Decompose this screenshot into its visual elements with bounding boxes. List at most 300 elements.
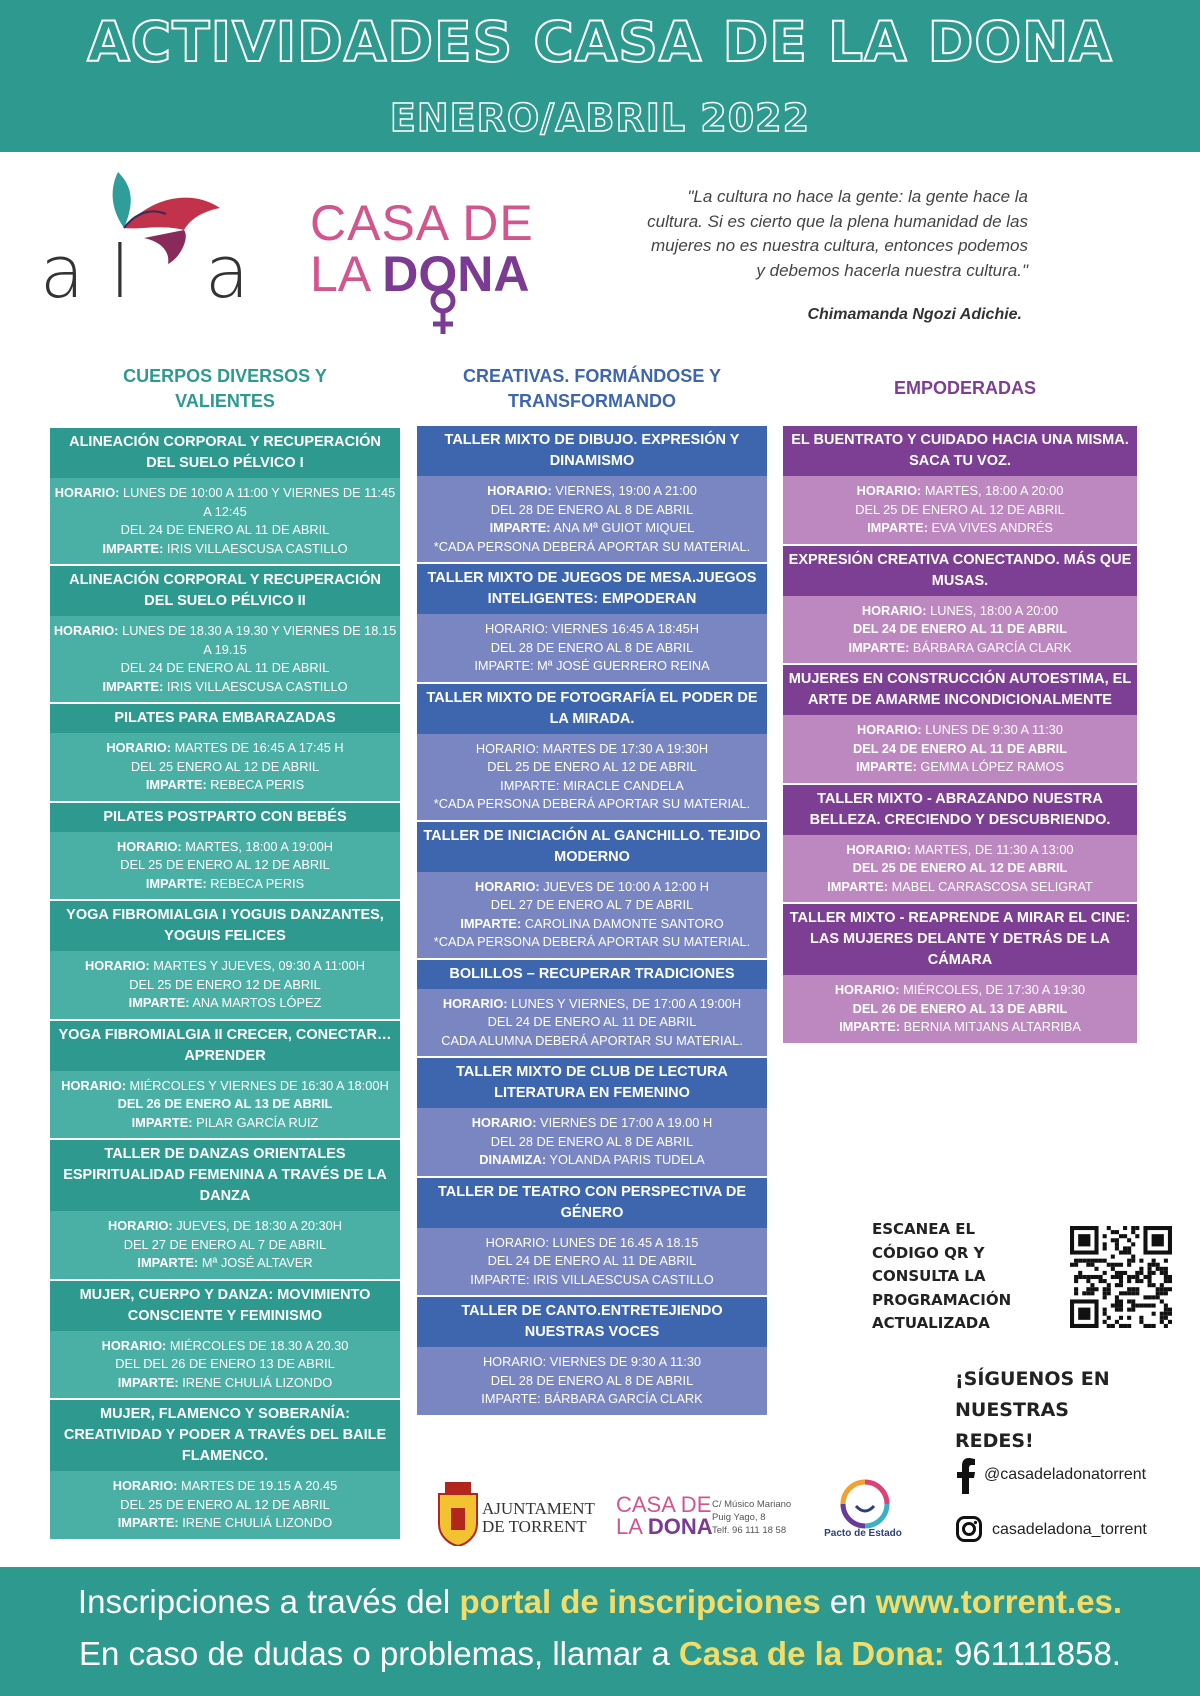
activity-details: [50, 832, 400, 900]
activity-block: [50, 1398, 400, 1539]
qr-module: [1123, 1226, 1127, 1230]
casa-small-dona: DONA: [647, 1514, 713, 1539]
detail-value: MARTES DE 16:45 A 17:45 H: [171, 740, 344, 755]
address-line: Puig Yago, 8: [712, 1512, 766, 1523]
column-empoderadas: [783, 424, 1137, 1043]
qr-module: [1127, 1291, 1131, 1295]
qr-code[interactable]: [1070, 1226, 1172, 1328]
qr-module: [1131, 1287, 1135, 1291]
activity-block: [50, 899, 400, 1019]
detail-value: ANA Mª GUIOT MIQUEL: [550, 520, 695, 535]
detail-value: LUNES DE 9:30 A 11:30: [921, 722, 1064, 737]
detail-label: HORARIO:: [107, 1218, 173, 1233]
activity-detail-line: [52, 994, 398, 1013]
phone-number[interactable]: 961111858.: [944, 1635, 1121, 1672]
activity-detail-line: [419, 1390, 765, 1409]
activity-detail-line: [785, 758, 1135, 777]
qr-module: [1127, 1259, 1131, 1263]
quote-text: "La cultura no hace la gente: la gente hace la cultura. Si es cierto que la plena humanidad de las mujeres no es nuestra cultura, entonces podemos y debemos hacerla nuestra cultura.": [647, 187, 1028, 280]
detail-label: IMPARTE:: [827, 878, 889, 894]
torrent-line: AJUNTAMENT: [482, 1499, 595, 1518]
detail-value: IMPARTE: MIRACLE CANDELA: [500, 777, 684, 793]
qr-module: [1082, 1291, 1086, 1295]
activity-block: [50, 702, 400, 801]
activity-detail-line: [52, 659, 398, 678]
detail-value: DEL 24 DE ENERO AL 11 DE ABRIL: [120, 522, 330, 537]
qr-module: [1123, 1291, 1127, 1295]
qr-module: [1139, 1304, 1143, 1308]
qr-module: [1119, 1299, 1123, 1303]
qr-module: [1160, 1291, 1164, 1295]
activity-detail-line: [52, 776, 398, 795]
detail-label: HORARIO:: [861, 602, 927, 618]
qr-module: [1119, 1324, 1123, 1328]
qr-module: [1160, 1316, 1164, 1320]
qr-module: [1082, 1259, 1086, 1263]
qr-module: [1111, 1263, 1115, 1267]
activity-block: [50, 564, 400, 702]
activity-detail-line: [785, 482, 1135, 501]
qr-module: [1148, 1304, 1152, 1308]
activity-detail-line: [785, 841, 1135, 860]
follow-line: ¡SÍGUENOS EN: [955, 1368, 1110, 1390]
qr-module: [1131, 1299, 1135, 1303]
qr-module: [1111, 1275, 1115, 1279]
qr-module: [1143, 1295, 1147, 1299]
activity-block: [417, 1056, 767, 1176]
qr-module: [1070, 1263, 1074, 1267]
qr-module: [1099, 1259, 1103, 1263]
activity-details: [417, 734, 767, 820]
detail-value: IMPARTE: BÁRBARA GARCÍA CLARK: [481, 1391, 703, 1406]
qr-module: [1131, 1291, 1135, 1295]
qr-module: [1123, 1234, 1127, 1238]
qr-module: [1139, 1279, 1143, 1283]
qr-module: [1119, 1308, 1123, 1312]
qr-module: [1139, 1320, 1143, 1324]
detail-value: DEL 28 DE ENERO AL 8 DE ABRIL: [490, 1372, 694, 1388]
detail-label: IMPARTE:: [848, 639, 910, 655]
detail-label: HORARIO:: [101, 1337, 167, 1353]
casa-logo-line1: CASA DE: [310, 195, 534, 251]
detail-value: DEL 24 DE ENERO AL 11 DE ABRIL: [120, 660, 330, 675]
activity-detail-line: [419, 1372, 765, 1391]
footer-line2: [0, 1635, 1200, 1673]
activity-detail-line: [52, 1496, 398, 1515]
qr-module: [1148, 1267, 1152, 1271]
qr-module: [1090, 1263, 1094, 1267]
activity-title: YOGA FIBROMIALGIA I YOGUIS DANZANTES, YOGUIS FELICES: [50, 899, 400, 951]
detail-value: DEL 25 DE ENERO 12 DE ABRIL: [129, 976, 321, 992]
activity-detail-line: [52, 678, 398, 697]
activity-detail-line: [52, 875, 398, 894]
qr-module: [1164, 1312, 1168, 1316]
qr-module: [1103, 1246, 1107, 1250]
qr-module: [1164, 1316, 1168, 1320]
activity-detail-line: [419, 1151, 765, 1170]
activity-block: [50, 1279, 400, 1399]
qr-module: [1090, 1283, 1094, 1287]
qr-module: [1074, 1279, 1078, 1283]
detail-label: DEL 24 DE ENERO AL 11 DE ABRIL: [852, 740, 1068, 756]
column-cuerpos: [50, 426, 400, 1539]
qr-module: [1107, 1283, 1111, 1287]
activity-block: [50, 801, 400, 900]
activity-details: [783, 596, 1137, 664]
qr-module: [1086, 1259, 1090, 1263]
qr-module: [1086, 1279, 1090, 1283]
detail-value: DEL 27 DE ENERO AL 7 DE ABRIL: [123, 1236, 327, 1252]
activity-details: [417, 1347, 767, 1415]
qr-module: [1094, 1259, 1098, 1263]
qr-module: [1168, 1287, 1172, 1291]
torrent-line: DE TORRENT: [482, 1517, 587, 1536]
qr-module: [1164, 1291, 1168, 1295]
detail-label: IMPARTE:: [145, 875, 207, 891]
qr-module: [1111, 1267, 1115, 1271]
activity-details: [50, 951, 400, 1019]
qr-module: [1115, 1246, 1119, 1250]
qr-module: [1107, 1263, 1111, 1267]
qr-module: [1086, 1275, 1090, 1279]
qr-module: [1103, 1234, 1107, 1238]
qr-module: [1148, 1279, 1152, 1283]
qr-module: [1103, 1259, 1107, 1263]
activity-block: [417, 562, 767, 682]
column-heading-cuerpos: CUERPOS DIVERSOS Y VALIENTES: [123, 366, 327, 411]
qr-module: [1152, 1295, 1156, 1299]
qr-module: [1074, 1263, 1078, 1267]
header-banner: [0, 0, 1200, 152]
qr-module: [1090, 1291, 1094, 1295]
qr-module: [1123, 1324, 1127, 1328]
activity-details: [50, 478, 400, 564]
detail-value: REBECA PERIS: [206, 875, 305, 891]
activity-title: TALLER MIXTO DE CLUB DE LECTURA LITERATURA EN FEMENINO: [417, 1056, 767, 1108]
qr-module: [1090, 1287, 1094, 1291]
qr-text-line: ACTUALIZADA: [872, 1314, 990, 1332]
detail-label: HORARIO:: [54, 485, 120, 500]
activity-detail-line: [419, 915, 765, 934]
qr-module: [1127, 1263, 1131, 1267]
qr-module: [1127, 1308, 1131, 1312]
qr-module: [1135, 1275, 1139, 1279]
qr-module: [1103, 1320, 1107, 1324]
activity-detail-line: [419, 1234, 765, 1253]
qr-module: [1111, 1230, 1115, 1234]
footer-text: Inscripciones a través del: [77, 1583, 460, 1620]
detail-value: DEL 25 DE ENERO AL 12 DE ABRIL: [855, 501, 1065, 517]
qr-module: [1119, 1250, 1123, 1254]
qr-module: [1135, 1279, 1139, 1283]
qr-module: [1119, 1275, 1123, 1279]
activity-detail-line: [52, 1077, 398, 1096]
qr-module: [1107, 1287, 1111, 1291]
detail-value: *CADA PERSONA DEBERÁ APORTAR SU MATERIAL.: [433, 538, 751, 554]
activity-detail-line: [419, 1353, 765, 1372]
detail-label: IMPARTE:: [855, 759, 917, 774]
detail-label: HORARIO:: [834, 982, 900, 997]
qr-module: [1152, 1271, 1156, 1275]
activity-title: TALLER MIXTO - ABRAZANDO NUESTRA BELLEZA. CRECIENDO Y DESCUBRIENDO.: [783, 783, 1137, 835]
detail-label: HORARIO:: [85, 958, 150, 973]
activity-detail-line: [785, 721, 1135, 740]
activity-detail-line: [785, 1000, 1135, 1019]
qr-module: [1152, 1304, 1156, 1308]
qr-module: [1127, 1279, 1131, 1283]
detail-label: IMPARTE:: [117, 1374, 179, 1390]
venus-icon: [428, 288, 458, 336]
activity-details: [417, 872, 767, 958]
qr-module: [1168, 1275, 1172, 1279]
qr-module: [1127, 1250, 1131, 1254]
activity-detail-line: [52, 622, 398, 659]
qr-module: [1156, 1291, 1160, 1295]
detail-label: DEL 24 DE ENERO AL 11 DE ABRIL: [852, 621, 1068, 636]
activity-detail-line: [419, 620, 765, 639]
activity-detail-line: [52, 957, 398, 976]
casa-logo-la: LA: [310, 246, 383, 302]
qr-module: [1164, 1279, 1168, 1283]
qr-module: [1099, 1279, 1103, 1283]
follow-line: NUESTRAS: [955, 1399, 1069, 1421]
activity-details: [417, 1228, 767, 1296]
activity-detail-line: [52, 1477, 398, 1496]
qr-module: [1090, 1259, 1094, 1263]
activity-detail-line: [52, 1514, 398, 1533]
activity-detail-line: [52, 1337, 398, 1356]
activity-detail-line: [52, 521, 398, 540]
activity-detail-line: [419, 795, 765, 814]
qr-module: [1107, 1291, 1111, 1295]
activity-detail-line: [52, 1355, 398, 1374]
website-link[interactable]: www.torrent.es.: [875, 1583, 1123, 1620]
page-subtitle: ENERO/ABRIL 2022: [389, 96, 811, 140]
qr-module: [1156, 1267, 1160, 1271]
detail-value: MABEL CARRASCOSA SELIGRAT: [888, 878, 1093, 894]
facebook-icon[interactable]: [956, 1458, 976, 1494]
activity-detail-line: [419, 1013, 765, 1032]
qr-module: [1148, 1275, 1152, 1279]
qr-module: [1164, 1287, 1168, 1291]
alia-wordmark: al a: [40, 230, 276, 314]
footer-text: En caso de dudas o problemas, llamar a: [79, 1635, 679, 1672]
casa-de-la-dona-logo: [310, 195, 534, 302]
qr-text-line: CONSULTA LA: [872, 1267, 986, 1285]
activity-title: TALLER DE TEATRO CON PERSPECTIVA DE GÉNERO: [417, 1176, 767, 1228]
activity-block: [417, 1295, 767, 1415]
qr-module: [1148, 1295, 1152, 1299]
activity-detail-line: [785, 740, 1135, 759]
qr-module: [1103, 1271, 1107, 1275]
detail-value: *CADA PERSONA DEBERÁ APORTAR SU MATERIAL.: [433, 934, 751, 949]
qr-module: [1131, 1304, 1135, 1308]
activity-detail-line: [785, 519, 1135, 538]
activity-block: [783, 544, 1137, 664]
qr-module: [1127, 1316, 1131, 1320]
casa-small-la: LA: [616, 1514, 648, 1539]
detail-value: IRIS VILLAESCUSA CASTILLO: [163, 540, 348, 556]
qr-module: [1143, 1324, 1147, 1328]
qr-module: [1156, 1287, 1160, 1291]
qr-module: [1152, 1259, 1156, 1263]
detail-value: JUEVES DE 10:00 A 12:00 H: [539, 878, 709, 894]
qr-module: [1160, 1320, 1164, 1324]
qr-module: [1111, 1304, 1115, 1308]
activity-detail-line: [785, 981, 1135, 1000]
qr-module: [1127, 1299, 1131, 1303]
qr-module: [1115, 1283, 1119, 1287]
qr-module: [1127, 1246, 1131, 1250]
activity-detail-line: [419, 1271, 765, 1290]
activity-detail-line: [785, 639, 1135, 658]
activity-title: YOGA FIBROMIALGIA II CRECER, CONECTAR…APRENDER: [50, 1019, 400, 1071]
casa-address: [712, 1498, 791, 1537]
activity-detail-line: [419, 777, 765, 796]
qr-finder: [1078, 1234, 1090, 1246]
casa-de-la-dona-small-logo: [616, 1494, 713, 1538]
detail-value: DEL DEL 26 DE ENERO 13 DE ABRIL: [115, 1356, 335, 1371]
qr-module: [1139, 1271, 1143, 1275]
portal-link[interactable]: portal de inscripciones: [459, 1583, 821, 1620]
detail-label: IMPARTE:: [460, 915, 522, 931]
qr-module: [1123, 1271, 1127, 1275]
detail-value: Mª JOSÉ ALTAVER: [198, 1255, 313, 1270]
activity-detail-line: [419, 1032, 765, 1051]
detail-value: MARTES, 18:00 A 19:00H: [181, 838, 333, 854]
detail-value: LUNES DE 10:00 A 11:00 Y VIERNES DE 11:45 A 12:45: [119, 485, 396, 519]
detail-label: HORARIO:: [846, 841, 912, 857]
qr-module: [1119, 1291, 1123, 1295]
detail-value: MARTES, 18:00 A 20:00: [921, 483, 1064, 498]
qr-module: [1152, 1312, 1156, 1316]
activity-title: BOLILLOS – RECUPERAR TRADICIONES: [417, 958, 767, 989]
instagram-handle[interactable]: casadeladona_torrent: [992, 1521, 1147, 1538]
qr-module: [1131, 1226, 1135, 1230]
detail-value: JUEVES, DE 18:30 A 20:30H: [172, 1218, 342, 1233]
activity-detail-line: [419, 519, 765, 538]
activity-title: MUJERES EN CONSTRUCCIÓN AUTOESTIMA, EL ARTE DE AMARME INCONDICIONALMENTE: [783, 663, 1137, 715]
activity-block: [417, 820, 767, 958]
qr-module: [1131, 1308, 1135, 1312]
detail-value: IRENE CHULIÁ LIZONDO: [178, 1515, 333, 1530]
detail-value: LUNES Y VIERNES, DE 17:00 A 19:00H: [507, 995, 742, 1011]
qr-module: [1148, 1271, 1152, 1275]
activity-title: TALLER DE CANTO.ENTRETEJIENDO NUESTRAS VOCES: [417, 1295, 767, 1347]
activity-detail-line: [785, 602, 1135, 621]
address-line: C/ Músico Mariano: [712, 1499, 792, 1510]
qr-module: [1164, 1267, 1168, 1271]
detail-label: IMPARTE:: [102, 678, 164, 694]
detail-value: CADA ALUMNA DEBERÁ APORTAR SU MATERIAL.: [441, 1032, 743, 1048]
activity-details: [50, 616, 400, 702]
qr-module: [1164, 1259, 1168, 1263]
activity-details: [783, 835, 1137, 903]
qr-module: [1103, 1287, 1107, 1291]
qr-module: [1094, 1275, 1098, 1279]
detail-label: DEL 26 DE ENERO AL 13 DE ABRIL: [852, 1000, 1068, 1016]
qr-module: [1135, 1226, 1139, 1230]
detail-value: *CADA PERSONA DEBERÁ APORTAR SU MATERIAL.: [433, 796, 751, 811]
detail-label: IMPARTE:: [489, 520, 551, 535]
qr-module: [1103, 1279, 1107, 1283]
qr-module: [1119, 1279, 1123, 1283]
detail-value: DEL 24 DE ENERO AL 11 DE ABRIL: [487, 1253, 697, 1268]
qr-module: [1115, 1295, 1119, 1299]
detail-value: IMPARTE: IRIS VILLAESCUSA CASTILLO: [470, 1271, 714, 1287]
activity-details: [783, 715, 1137, 783]
detail-label: IMPARTE:: [102, 540, 164, 556]
activity-detail-line: [419, 639, 765, 658]
activity-detail-line: [419, 1114, 765, 1133]
detail-label: IMPARTE:: [128, 995, 190, 1010]
qr-module: [1107, 1316, 1111, 1320]
detail-value: VIERNES DE 17:00 A 19.00 H: [536, 1115, 713, 1130]
qr-module: [1119, 1234, 1123, 1238]
qr-module: [1115, 1238, 1119, 1242]
detail-value: BÁRBARA GARCÍA CLARK: [909, 639, 1072, 655]
qr-module: [1103, 1295, 1107, 1299]
activity-block: [50, 426, 400, 564]
qr-module: [1164, 1324, 1168, 1328]
qr-module: [1127, 1275, 1131, 1279]
activity-title: EL BUENTRATO Y CUIDADO HACIA UNA MISMA. SACA TU VOZ.: [783, 424, 1137, 476]
qr-module: [1148, 1283, 1152, 1287]
activity-title: TALLER MIXTO DE JUEGOS DE MESA.JUEGOS INTELIGENTES: EMPODERAN: [417, 562, 767, 614]
facebook-handle[interactable]: @casadeladonatorrent: [984, 1466, 1147, 1483]
qr-module: [1119, 1263, 1123, 1267]
detail-label: HORARIO:: [856, 483, 922, 498]
activity-title: TALLER DE INICIACIÓN AL GANCHILLO. TEJIDO MODERNO: [417, 820, 767, 872]
qr-module: [1074, 1291, 1078, 1295]
detail-value: MIÉRCOLES Y VIERNES DE 16:30 A 18:00H: [125, 1077, 389, 1093]
detail-value: DEL 27 DE ENERO AL 7 DE ABRIL: [490, 897, 694, 912]
detail-label: HORARIO:: [474, 878, 540, 894]
detail-value: HORARIO: MARTES DE 17:30 A 19:30H: [475, 740, 709, 756]
qr-module: [1168, 1279, 1172, 1283]
detail-value: MARTES DE 19.15 A 20.45: [177, 1478, 338, 1493]
qr-module: [1135, 1291, 1139, 1295]
instagram-icon[interactable]: [956, 1516, 982, 1542]
activity-detail-line: [52, 758, 398, 777]
follow-line: REDES!: [955, 1430, 1034, 1452]
activity-detail-line: [419, 740, 765, 759]
detail-value: REBECA PERIS: [206, 777, 305, 792]
activity-details: [417, 614, 767, 682]
activity-details: [50, 1331, 400, 1399]
activity-details: [417, 476, 767, 562]
detail-value: YOLANDA PARIS TUDELA: [546, 1152, 705, 1167]
follow-us-text: [955, 1364, 1110, 1457]
qr-module: [1094, 1287, 1098, 1291]
detail-label: HORARIO:: [117, 838, 182, 854]
detail-value: DEL 28 DE ENERO AL 8 DE ABRIL: [490, 501, 694, 517]
column-creativas: [417, 424, 767, 1415]
qr-module: [1164, 1304, 1168, 1308]
activity-detail-line: [52, 1095, 398, 1114]
activity-title: ALINEACIÓN CORPORAL Y RECUPERACIÓN DEL SUELO PÉLVICO II: [50, 564, 400, 616]
detail-value: BERNIA MITJANS ALTARRIBA: [900, 1019, 1081, 1034]
activity-block: [417, 424, 767, 562]
activity-detail-line: [419, 538, 765, 557]
qr-module: [1131, 1259, 1135, 1263]
detail-value: ANA MARTOS LÓPEZ: [189, 995, 322, 1010]
qr-instructions: [872, 1218, 1011, 1336]
detail-value: HORARIO: LUNES DE 16.45 A 18.15: [485, 1234, 699, 1250]
qr-module: [1164, 1275, 1168, 1279]
activity-detail-line: [419, 657, 765, 676]
activity-details: [50, 733, 400, 801]
